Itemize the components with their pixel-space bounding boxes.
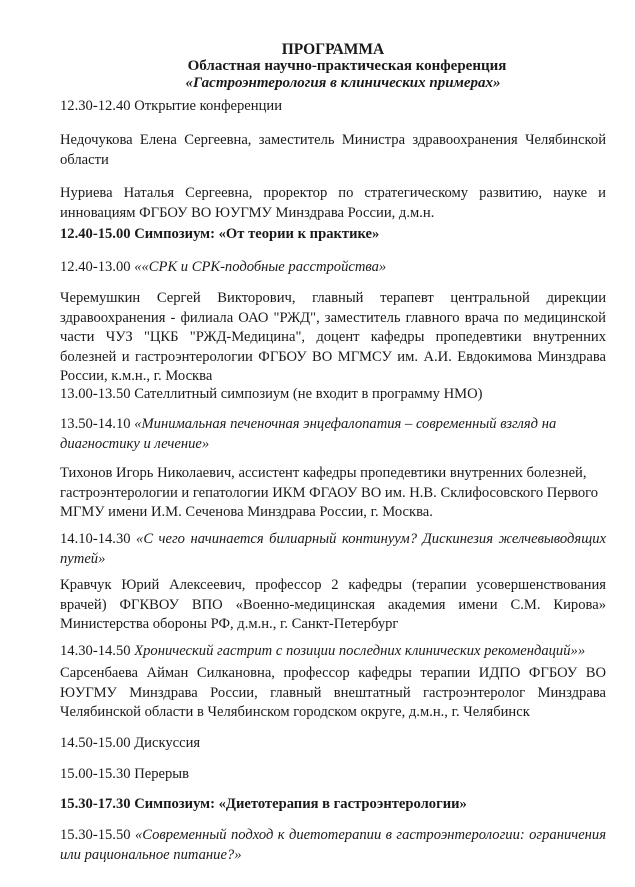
talk-gastritis	[60, 642, 606, 662]
item-time: 15.30-15.50	[60, 827, 131, 843]
speaker-text: Недочукова Елена Сергеевна, заместитель Министра здравоохранения Челябинской области	[60, 132, 606, 168]
speaker-nedochukova	[60, 131, 606, 170]
item-time: 15.30-17.30	[60, 796, 131, 812]
item-text: Симпозиум: «От теории к практике»	[134, 226, 380, 242]
speaker-text: Нуриева Наталья Сергеевна, проректор по стратегическому развитию, науке и инновациям ФГБОУ ВО ЮУГМУ Минздрава России, д.м.н.	[60, 185, 606, 221]
talk-title: «С чего начинается билиарный континуум? Дискинезия желчевыводящих путей»	[60, 531, 606, 567]
talk-title: «Минимальная печеночная энцефалопатия – современный взгляд на диагностику и лечение»	[60, 416, 557, 452]
speaker-text: Черемушкин Сергей Викторович, главный терапевт центральной дирекции здравоохранения - филиала ОАО "РЖД", заместитель главного врача по медицинской части ЧУЗ "ЦКБ "РЖД-Медицина", доцент кафедры пропедевтики внутренних болезней и гастроэнтерологии ФГБОУ ВО МГМСУ им. А.И. Евдокимова Минздрава России, к.м.н., г. Москва	[60, 290, 606, 384]
talk-title: ««СРК и СРК-подобные расстройства»	[134, 259, 387, 275]
speaker-tikhonov	[60, 464, 606, 523]
talk-diet-approach	[60, 826, 606, 865]
conference-subtitle: Областная научно-практическая конференция	[187, 58, 507, 74]
talk-biliary	[60, 530, 606, 569]
schedule-item-satellite	[60, 385, 606, 405]
item-time: 14.10-14.30	[60, 531, 131, 547]
symposium-heading-diet	[60, 795, 606, 815]
schedule-item-discussion	[60, 734, 606, 754]
program-title: ПРОГРАММА	[281, 41, 385, 58]
item-time: 13.50-14.10	[60, 416, 131, 432]
schedule-item-break	[60, 765, 606, 785]
schedule-item-opening	[60, 97, 606, 117]
item-time: 15.00-15.30	[60, 766, 131, 782]
speaker-text: Тихонов Игорь Николаевич, ассистент кафедры пропедевтики внутренних болезней, гастроэнтерологии и гепатологии ИКМ ФГАОУ ВО им. Н.В. Склифосовского Первого МГМУ имени И.М. Сеченова Минздрава России, г. Москва.	[60, 465, 599, 520]
item-time: 12.40-15.00	[60, 226, 131, 242]
item-text: Перерыв	[134, 766, 189, 782]
program-page	[60, 0, 606, 863]
speaker-sarsenbaeva	[60, 664, 606, 723]
item-text: Симпозиум: «Диетотерапия в гастроэнтерологии»	[134, 796, 467, 812]
conference-name: «Гастроэнтерология в клинических примерах»	[185, 75, 501, 91]
item-text: Дискуссия	[134, 735, 201, 751]
talk-srk	[60, 258, 606, 278]
speaker-kravchuk	[60, 576, 606, 635]
talk-title: Хронический гастрит с позиции последних клинических рекомендаций»»	[134, 643, 586, 659]
item-time: 12.30-12.40	[60, 98, 131, 114]
talk-encephalopathy	[60, 415, 606, 454]
item-time: 13.00-13.50	[60, 386, 131, 402]
item-time: 12.40-13.00	[60, 259, 131, 275]
speaker-text: Кравчук Юрий Алексеевич, профессор 2 кафедры (терапии усовершенствования врачей) ФГКВОУ ВПО «Военно-медицинская академия имени С.М. Кирова» Министерства обороны РФ, д.м.н., г. Санкт-Петербург	[60, 577, 606, 632]
item-time: 14.50-15.00	[60, 735, 131, 751]
program-header	[60, 41, 606, 92]
item-text: Сателлитный симпозиум (не входит в программу НМО)	[134, 386, 483, 402]
speaker-text: Сарсенбаева Айман Силкановна, профессор кафедры терапии ИДПО ФГБОУ ВО ЮУГМУ Минздрава России, главный внештатный гастроэнтеролог Минздрава Челябинской области в Челябинском городском округе, д.м.н., г. Челябинск	[60, 665, 606, 720]
symposium-heading-theory-practice	[60, 225, 606, 245]
speaker-nurieva	[60, 184, 606, 223]
item-text: Открытие конференции	[134, 98, 283, 114]
talk-title: «Современный подход к диетотерапии в гастроэнтерологии: ограничения или рациональное питание?»	[60, 827, 606, 863]
item-time: 14.30-14.50	[60, 643, 131, 659]
speaker-cheremushkin	[60, 289, 606, 387]
